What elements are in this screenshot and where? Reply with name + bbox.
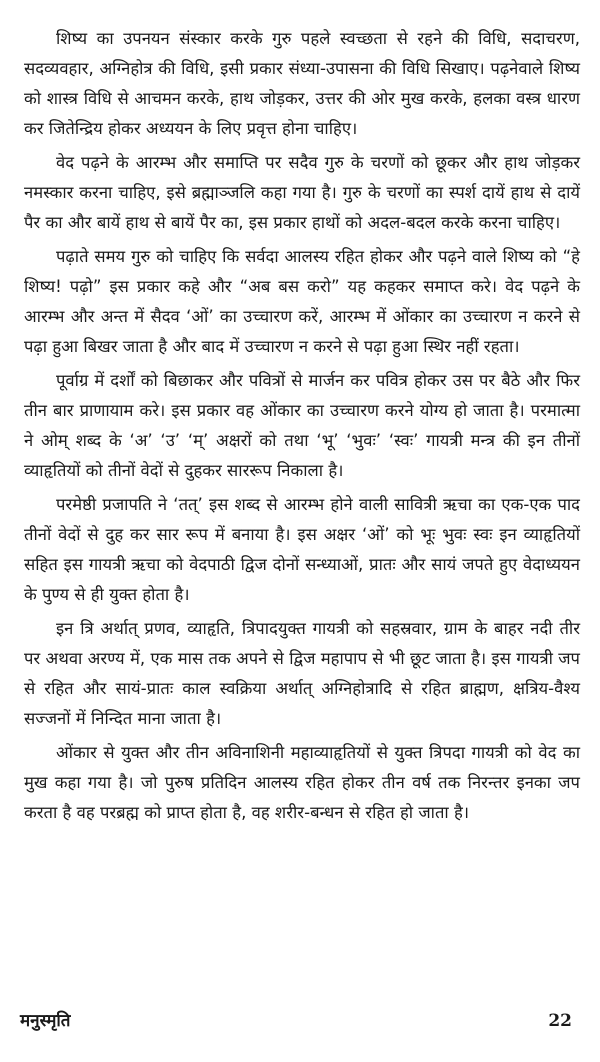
paragraph-1: शिष्य का उपनयन संस्कार करके गुरु पहले स्वच्छता से रहने की विधि, सदाचरण, सदव्यवहार, अग्निहोत्र की विधि, इसी प्रकार संध्या-उपासना की विधि सिखाए। पढ़नेवाले शिष्य को शास्त्र विधि से आचमन करके, हाथ जोड़कर, उत्तर की ओर मुख करके, हलका वस्त्र धारण कर जितेन्द्रिय होकर अध्ययन के लिए प्रवृत्त होना चाहिए।: [24, 29, 580, 138]
paragraph-5: परमेष्ठी प्रजापति ने ‘तत्’ इस शब्द से आरम्भ होने वाली सावित्री ऋचा का एक-एक पाद तीनों वेदों से दुह कर सार रूप में बनाया है। इस अक्षर ‘ओं’ को भूः भुवः स्वः इन व्याहृतियों सहित इस गायत्री ऋचा को वेदपाठी द्विज दोनों सन्ध्याओं, प्रातः और सायं जपते हुए वेदाध्ययन के पुण्य से ही युक्त होता है।: [24, 495, 580, 604]
page-number: 22: [548, 1011, 572, 1031]
paragraph-6: इन त्रि अर्थात् प्रणव, व्याहृति, त्रिपादयुक्त गायत्री को सहस्रवार, ग्राम के बाहर नदी तीर पर अथवा अरण्य में, एक मास तक अपने से द्विज महापाप से भी छूट जाता है। इस गायत्री जप से रहित और सायं-प्रातः काल स्वक्रिया अर्थात् अग्निहोत्रादि से रहित ब्राह्मण, क्षत्रिय-वैश्य सज्जनों में निन्दित माना जाता है।: [24, 619, 580, 728]
paragraph-4: पूर्वाग्र में दर्शों को बिछाकर और पवित्रों से मार्जन कर पवित्र होकर उस पर बैठे और फिर तीन बार प्राणायाम करे। इस प्रकार वह ओंकार का उच्चारण करने योग्य हो जाता है। परमात्मा ने ओम् शब्द के ‘अ’ ‘उ’ ‘म्’ अक्षरों को तथा ‘भू’ ‘भुवः’ ‘स्वः’ गायत्री मन्त्र की इन तीनों व्याहृतियों को तीनों वेदों से दुहकर साररूप निकाला है।: [24, 371, 580, 480]
book-title: मनुस्मृति: [20, 1011, 71, 1031]
paragraph-7: ओंकार से युक्त और तीन अविनाशिनी महाव्याहृतियों से युक्त त्रिपदा गायत्री को वेद का मुख कहा गया है। जो पुरुष प्रतिदिन आलस्य रहित होकर तीन वर्ष तक निरन्तर इनका जप करता है वह परब्रह्म को प्राप्त होता है, वह शरीर-बन्धन से रहित हो जाता है।: [24, 743, 580, 822]
paragraph-2: वेद पढ़ने के आरम्भ और समाप्ति पर सदैव गुरु के चरणों को छूकर और हाथ जोड़कर नमस्कार करना चाहिए, इसे ब्रह्माञ्जलि कहा गया है। गुरु के चरणों का स्पर्श दायें हाथ से दायें पैर का और बायें हाथ से बायें पैर का, इस प्रकार हाथों को अदल-बदल करके करना चाहिए।: [24, 153, 580, 232]
body-text: [24, 24, 580, 828]
page-footer: [20, 1008, 572, 1031]
paragraph-3: पढ़ाते समय गुरु को चाहिए कि सर्वदा आलस्य रहित होकर और पढ़ने वाले शिष्य को “हे शिष्य! पढ़ो” इस प्रकार कहे और “अब बस करो” यह कहकर समाप्त करे। वेद पढ़ने के आरम्भ और अन्त में सैदव ‘ओं’ का उच्चारण करें, आरम्भ में ओंकार का उच्चारण न करने से पढ़ा हुआ बिखर जाता है और बाद में उच्चारण न करने से पढ़ा हुआ स्थिर नहीं रहता।: [24, 247, 580, 356]
